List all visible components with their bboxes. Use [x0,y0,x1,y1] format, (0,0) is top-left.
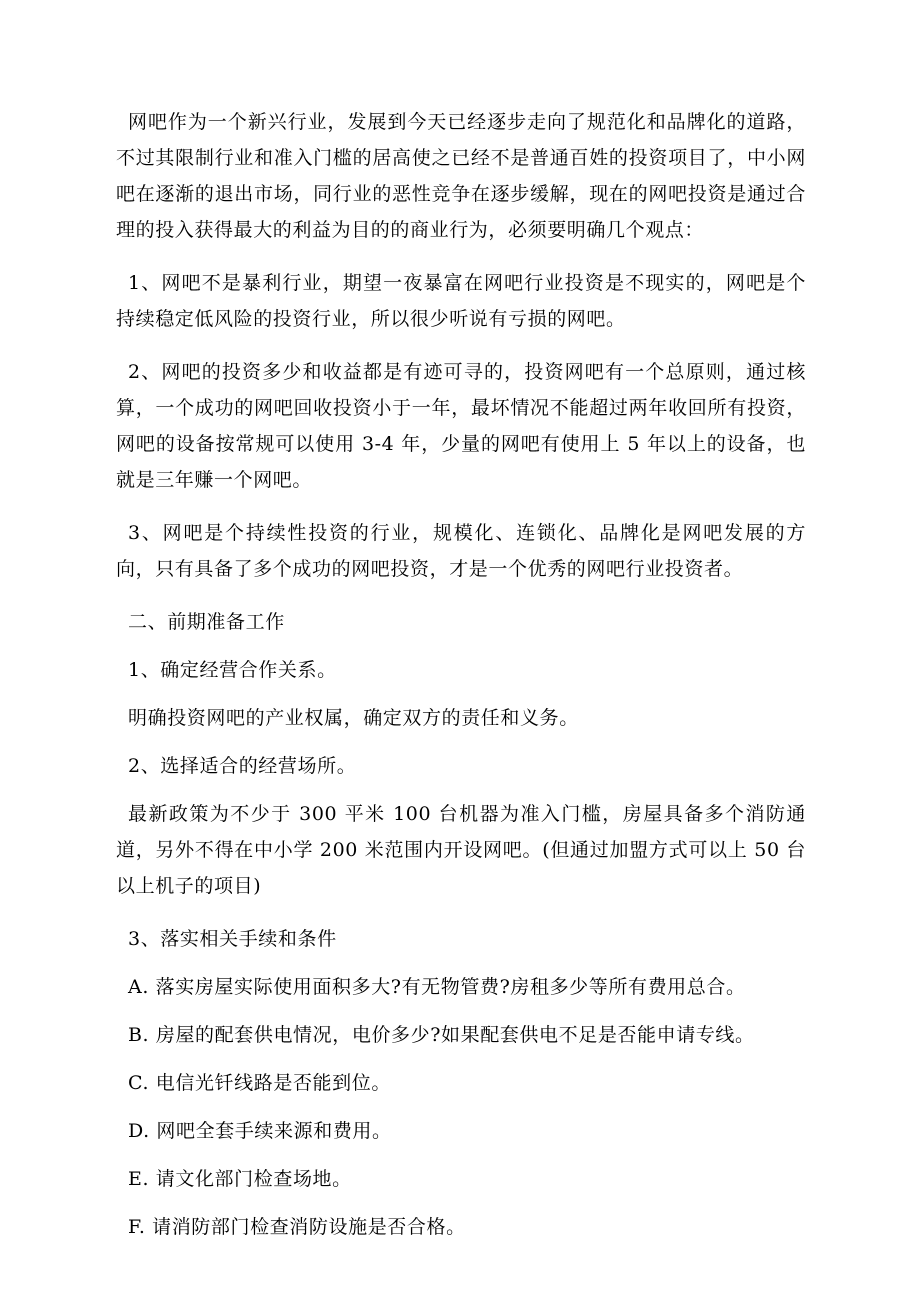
step-1-body: 明确投资网吧的产业权属，确定双方的责任和义务。 [128,707,579,729]
point-3: 3、网吧是个持续性投资的行业，规模化、连锁化、品牌化是网吧发展的方向，只有具备了多个成功的网吧投资，才是一个优秀的网吧行业投资者。 [116,522,806,580]
step-3-title: 3、落实相关手续和条件 [128,928,337,950]
list-item-a: A. 落实房屋实际使用面积多大?有无物管费?房租多少等所有费用总合。 [128,976,746,998]
document-body [116,104,806,1257]
step-1-title: 1、确定经营合作关系。 [128,659,337,681]
intro-paragraph: 网吧作为一个新兴行业，发展到今天已经逐步走向了规范化和品牌化的道路，不过其限制行业和准入门槛的居高使之已经不是普通百姓的投资项目了，中小网吧在逐渐的退出市场，同行业的恶性竞争在逐步缓解，现在的网吧投资是通过合理的投入获得最大的利益为目的的商业行为，必须要明确几个观点： [116,111,806,241]
list-item-d: D. 网吧全套手续来源和费用。 [128,1120,392,1142]
point-1: 1、网吧不是暴利行业，期望一夜暴富在网吧行业投资是不现实的，网吧是个持续稳定低风险的投资行业，所以很少听说有亏损的网吧。 [116,272,806,330]
point-2: 2、网吧的投资多少和收益都是有迹可寻的，投资网吧有一个总原则，通过核算，一个成功的网吧回收投资小于一年，最坏情况不能超过两年收回所有投资，网吧的设备按常规可以使用 3-4 年，少量的网吧有使用上 5 年以上的设备，也就是三年赚一个网吧。 [116,361,806,491]
list-item-c: C. 电信光钎线路是否能到位。 [128,1072,391,1094]
list-item-b: B. 房屋的配套供电情况，电价多少?如果配套供电不足是否能申请专线。 [128,1024,755,1046]
step-2-body: 最新政策为不少于 300 平米 100 台机器为准入门槛，房屋具备多个消防通道，另外不得在中小学 200 米范围内开设网吧。(但通过加盟方式可以上 50 台以上机子的项目) [116,803,806,897]
section-heading: 二、前期准备工作 [128,611,285,633]
step-2-title: 2、选择适合的经营场所。 [128,755,357,777]
list-item-f: F. 请消防部门检查消防设施是否合格。 [128,1216,466,1238]
list-item-e: E. 请文化部门检查场地。 [128,1168,352,1190]
